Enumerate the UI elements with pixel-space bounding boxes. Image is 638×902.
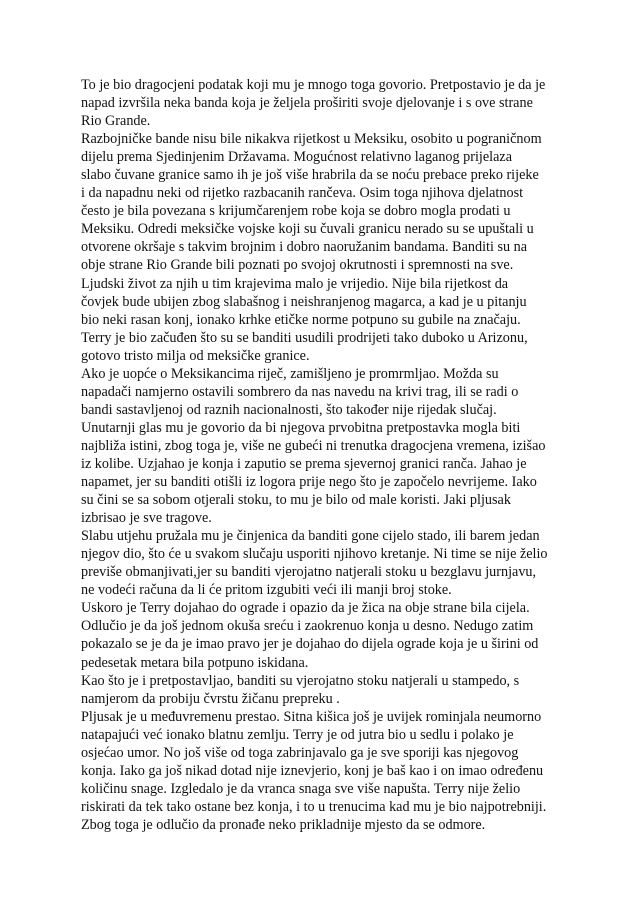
- text-line: njegov dio, što će u svakom slučaju usporiti njihovo kretanje. Ni time se nije želio: [81, 546, 548, 563]
- text-line: iz kolibe. Uzjahao je konja i zaputio se prema sjevernoj granici ranča. Jahao je: [81, 455, 527, 472]
- text-line: napadači namjerno ostavili sombrero da nas navedu na krivi trag, ili se radi o: [81, 383, 519, 400]
- text-line: gotovo tristo milja od meksičke granice.: [81, 347, 310, 364]
- text-line: namjerom da probiju čvrstu žičanu prepreku .: [81, 690, 340, 707]
- document-body: [81, 76, 573, 834]
- text-line: riskirati da tek tako ostane bez konja, i to u trenucima kad mu je bio najpotrebniji.: [81, 798, 547, 815]
- text-line: osjećao umor. No još više od toga zabrinjavalo ga je sve sporiji kas njegovog: [81, 744, 519, 761]
- text-line: Rio Grande.: [81, 113, 151, 130]
- text-line: natapajući već ionako blatnu zemlju. Terry je od jutra bio u sedlu i polako je: [81, 726, 514, 743]
- text-line: slabo čuvane granice samo ih je još više hrabrila da se noću prebace preko rijeke: [81, 167, 539, 184]
- text-line: su čini se sa sobom otjerali stoku, to mu je bilo od male koristi. Jaki pljusak: [81, 492, 511, 509]
- text-line: čovjek bude ubijen zbog slabašnog i neishranjenog magarca, a kad je u pitanju: [81, 293, 527, 310]
- text-line: bio neki rasan konj, ionako krhke etičke norme potpuno su gubile na značaju.: [81, 311, 521, 328]
- text-line: Unutarnji glas mu je govorio da bi njegova prvobitna pretpostavka mogla biti: [81, 419, 521, 436]
- text-line: To je bio dragocjeni podatak koji mu je mnogo toga govorio. Pretpostavio je da je: [81, 77, 546, 93]
- text-line: pedesetak metara bila potpuno iskidana.: [81, 654, 309, 671]
- text-line: bandi sastavljenoj od raznih nacionalnosti, što također nije rijedak slučaj.: [81, 401, 497, 418]
- text-line: pokazalo se je da je imao pravo jer je dojahao do dijela ograde koja je u širini od: [81, 636, 539, 653]
- text-line: količinu snage. Izgledalo je da vranca snaga sve više napušta. Terry nije želio: [81, 780, 521, 797]
- text-line: Meksiku. Odredi meksičke vojske koji su čuvali granicu nerado su se upuštali u: [81, 221, 534, 238]
- text-line: Razbojničke bande nisu bile nikakva rijetkost u Meksiku, osobito u pograničnom: [81, 131, 542, 148]
- text-line: Pljusak je u međuvremenu prestao. Sitna kišica još je uvijek rominjala neumorno: [81, 708, 542, 725]
- text-line: najbliža istini, zbog toga je, više ne gubeći ni trenutka dragocjena vremena, izišao: [81, 437, 546, 454]
- text-line: napad izvršila neka banda koja je željela proširiti svoje djelovanje i s ove strane: [81, 95, 533, 112]
- text-line: konja. Iako ga još nikad dotad nije iznevjerio, konj je baš kao i on imao određenu: [81, 762, 544, 779]
- text-line: previše obmanjivati,jer su banditi vjerojatno natjerali stoku u bezglavu jurnjavu,: [81, 564, 537, 581]
- text-line: napamet, jer su banditi otišli iz logora prije nego što je započelo nevrijeme. Iako: [81, 474, 537, 491]
- text-line: ne vodeći računa da li će pritom izgubiti veći ili manji broj stoke.: [81, 582, 452, 599]
- text-line: često je bila povezana s krijumčarenjem robe koja se dobro mogla prodati u: [81, 203, 511, 220]
- text-line: Terry je bio začuđen što su se banditi usudili prodrijeti tako duboko u Arizonu,: [81, 329, 528, 346]
- text-line: izbrisao je sve tragove.: [81, 510, 212, 527]
- text-line: i da napadnu neki od rijetko razbacanih rančeva. Osim toga njihova djelatnost: [81, 185, 524, 202]
- text-line: otvorene okršaje s takvim brojnim i dobro naoružanim bandama. Banditi su na: [81, 239, 528, 256]
- text-line: Ako je uopće o Meksikancima riječ, zamišljeno je promrmljao. Možda su: [81, 365, 499, 382]
- text-line: Uskoro je Terry dojahao do ograde i opazio da je žica na obje strane bila cijela.: [81, 600, 530, 617]
- text-line: dijelu prema Sjedinjenim Državama. Mogućnost relativno laganog prijelaza: [81, 149, 513, 166]
- text-line: Slabu utjehu pružala mu je činjenica da banditi gone cijelo stado, ili barem jedan: [81, 528, 540, 545]
- text-line: Odlučio je da još jednom okuša sreću i zaokrenuo konja u desno. Nedugo zatim: [81, 618, 534, 635]
- text-line: Ljudski život za njih u tim krajevima malo je vrijedio. Nije bila rijetkost da: [81, 275, 509, 292]
- text-line: obje strane Rio Grande bili poznati po svojoj okrutnosti i spremnosti na sve.: [81, 257, 514, 274]
- text-line: Zbog toga je odlučio da pronađe neko prikladnije mjesto da se odmore.: [81, 816, 486, 833]
- text-line: Kao što je i pretpostavljao, banditi su vjerojatno stoku natjerali u stampedo, s: [81, 672, 520, 689]
